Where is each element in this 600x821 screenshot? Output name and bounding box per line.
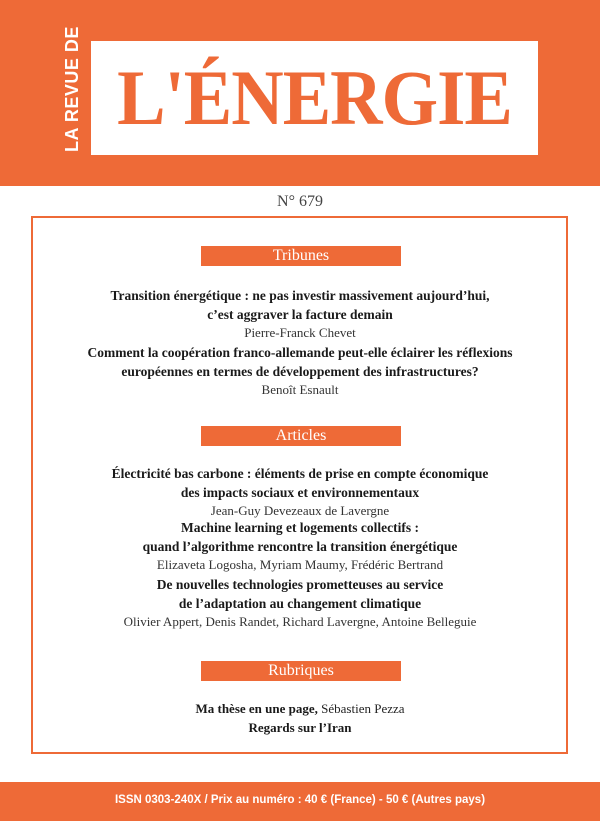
section-heading-rubriques: Rubriques — [201, 661, 401, 681]
entry-title-line: Machine learning et logements collectifs : — [180, 520, 420, 535]
rubric-author: Sébastien Pezza — [321, 701, 405, 716]
masthead-side-label: LA REVUE DE — [62, 26, 82, 152]
entry-author: Jean-Guy Devezeaux de Lavergne — [210, 503, 390, 518]
toc-entry[interactable] — [40, 343, 560, 398]
footer-price-info: ISSN 0303-240X / Prix au numéro : 40 € (France) - 50 € (Autres pays) — [114, 794, 486, 806]
footer-bar — [0, 782, 600, 821]
entry-title-line: des impacts sociaux et environnementaux — [180, 485, 420, 500]
entry-title-line: européennes en termes de développement des infrastructures? — [121, 364, 479, 379]
entry-title-line: de l’adaptation au changement climatique — [178, 596, 422, 611]
entry-author: Elizaveta Logosha, Myriam Maumy, Frédéric Bertrand — [156, 557, 444, 572]
entry-title-line: De nouvelles technologies prometteuses au service — [156, 577, 444, 592]
entry-author: Olivier Appert, Denis Randet, Richard Lavergne, Antoine Belleguie — [123, 614, 477, 629]
section-heading-articles: Articles — [201, 426, 401, 446]
toc-entry[interactable] — [40, 286, 560, 341]
rubric-title: Regards sur l’Iran — [248, 720, 352, 735]
issue-number: N° 679 — [277, 193, 323, 210]
section-heading-tribunes: Tribunes — [201, 246, 401, 266]
entry-title-line: Électricité bas carbone : éléments de prise en compte économique — [111, 466, 489, 481]
masthead — [0, 0, 600, 186]
toc-entry[interactable] — [40, 464, 560, 519]
toc-entry[interactable] — [40, 575, 560, 630]
entry-title-line: quand l’algorithme rencontre la transition énergétique — [142, 539, 458, 554]
rubric-title: Ma thèse en une page, — [195, 701, 318, 716]
entry-title-line: c’est aggraver la facture demain — [207, 307, 393, 322]
masthead-title-box — [91, 41, 538, 155]
toc-entry[interactable] — [40, 518, 560, 573]
entry-author: Benoît Esnault — [261, 382, 339, 397]
masthead-title: L'ÉNERGIE — [117, 54, 512, 141]
entry-title-line: Transition énergétique : ne pas investir massivement aujourd’hui, — [110, 288, 490, 303]
rubric-item[interactable] — [0, 700, 600, 718]
rubric-item[interactable] — [0, 719, 600, 737]
entry-author: Pierre-Franck Chevet — [244, 325, 356, 340]
entry-title-line: Comment la coopération franco-allemande peut-elle éclairer les réflexions — [87, 345, 513, 360]
